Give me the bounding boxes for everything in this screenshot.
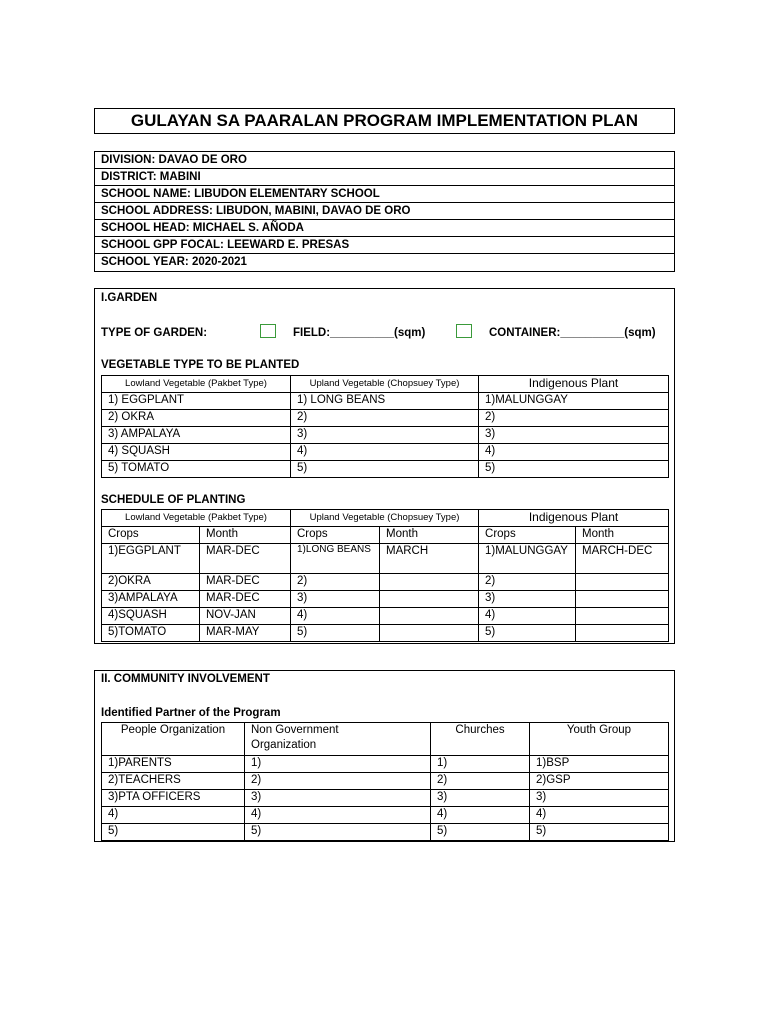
cell: MAR-DEC	[200, 574, 291, 591]
indigenous-header: Indigenous Plant	[479, 376, 669, 393]
cell: 1)EGGPLANT	[102, 544, 200, 574]
vegetable-type-table	[101, 375, 669, 478]
community-section	[94, 670, 675, 842]
cell: 1)	[431, 756, 530, 773]
cell: 5)	[479, 461, 669, 478]
cell: NOV-JAN	[200, 608, 291, 625]
table-header-row	[102, 723, 669, 756]
cell	[380, 608, 479, 625]
table-row	[102, 773, 669, 790]
garden-section	[94, 288, 675, 644]
table-row	[102, 574, 669, 591]
cell: 3)	[291, 427, 479, 444]
table-row	[102, 544, 669, 574]
field-label: FIELD:__________(sqm)	[293, 327, 426, 339]
field-checkbox[interactable]	[260, 324, 276, 338]
cell: 5)	[431, 824, 530, 841]
cell	[576, 591, 669, 608]
cell: 2)	[431, 773, 530, 790]
table-row	[102, 444, 669, 461]
table-row	[102, 461, 669, 478]
crops-header: Crops	[102, 527, 200, 544]
school-address-line: SCHOOL ADDRESS: LIBUDON, MABINI, DAVAO DE ORO	[95, 203, 674, 220]
table-row	[102, 756, 669, 773]
cell: 2)OKRA	[102, 574, 200, 591]
table-row	[102, 393, 669, 410]
table-row	[102, 608, 669, 625]
gpp-focal-line: SCHOOL GPP FOCAL: LEEWARD E. PRESAS	[95, 237, 674, 254]
schedule-table	[101, 509, 669, 642]
cell: 3) AMPALAYA	[102, 427, 291, 444]
cell: 2) OKRA	[102, 410, 291, 427]
cell: 5)	[291, 625, 380, 642]
vegetable-type-heading: VEGETABLE TYPE TO BE PLANTED	[101, 359, 300, 371]
cell: 5)	[479, 625, 576, 642]
crops-header: Crops	[291, 527, 380, 544]
lowland-header: Lowland Vegetable (Pakbet Type)	[102, 510, 291, 527]
table-row	[102, 625, 669, 642]
youth-group-header: Youth Group	[530, 723, 669, 756]
cell: 4) SQUASH	[102, 444, 291, 461]
cell: 3)	[479, 427, 669, 444]
cell: 5)TOMATO	[102, 625, 200, 642]
cell: MARCH	[380, 544, 479, 574]
cell	[380, 574, 479, 591]
school-year-line: SCHOOL YEAR: 2020-2021	[101, 256, 247, 268]
cell: MAR-MAY	[200, 625, 291, 642]
indigenous-header: Indigenous Plant	[479, 510, 669, 527]
cell: 3)PTA OFFICERS	[102, 790, 245, 807]
cell: 3)	[291, 591, 380, 608]
table-row	[102, 427, 669, 444]
division-line: DIVISION: DAVAO DE ORO	[95, 152, 674, 169]
month-header: Month	[576, 527, 669, 544]
cell: MAR-DEC	[200, 591, 291, 608]
cell: 4)	[431, 807, 530, 824]
cell: 1)MALUNGGAY	[479, 544, 576, 574]
cell: 3)AMPALAYA	[102, 591, 200, 608]
cell: 2)GSP	[530, 773, 669, 790]
table-row	[102, 824, 669, 841]
cell: 2)	[291, 574, 380, 591]
cell: 3)	[431, 790, 530, 807]
schedule-heading: SCHEDULE OF PLANTING	[101, 494, 246, 506]
cell: 4)	[479, 444, 669, 461]
cell: 4)	[291, 444, 479, 461]
ngo-header	[245, 723, 431, 756]
cell	[380, 591, 479, 608]
cell	[576, 574, 669, 591]
upland-header: Upland Vegetable (Chopsuey Type)	[291, 510, 479, 527]
cell: 4)	[102, 807, 245, 824]
crops-header: Crops	[479, 527, 576, 544]
upland-header: Upland Vegetable (Chopsuey Type)	[291, 376, 479, 393]
cell: 2)TEACHERS	[102, 773, 245, 790]
table-header-row	[102, 510, 669, 527]
table-header-row	[102, 376, 669, 393]
people-org-header: People Organization	[102, 723, 245, 756]
garden-type-label: TYPE OF GARDEN:	[101, 327, 208, 339]
month-header: Month	[200, 527, 291, 544]
cell: 4)SQUASH	[102, 608, 200, 625]
cell: 5)	[102, 824, 245, 841]
cell: 5) TOMATO	[102, 461, 291, 478]
cell	[576, 625, 669, 642]
district-line: DISTRICT: MABINI	[95, 169, 674, 186]
school-head-line: SCHOOL HEAD: MICHAEL S. AÑODA	[95, 220, 674, 237]
cell: 4)	[479, 608, 576, 625]
churches-header: Churches	[431, 723, 530, 756]
cell: 1) EGGPLANT	[102, 393, 291, 410]
cell: 4)	[291, 608, 380, 625]
community-heading: II. COMMUNITY INVOLVEMENT	[101, 673, 270, 685]
cell: 1)MALUNGGAY	[479, 393, 669, 410]
school-info-block	[94, 151, 675, 272]
cell: 1)	[245, 756, 431, 773]
cell: 4)	[530, 807, 669, 824]
ngo-header-text: Non Government Organization	[251, 724, 339, 751]
page-title: GULAYAN SA PAARALAN PROGRAM IMPLEMENTATION PLAN	[94, 108, 675, 134]
cell: 5)	[291, 461, 479, 478]
cell: 1)PARENTS	[102, 756, 245, 773]
cell: 2)	[291, 410, 479, 427]
table-subheader-row	[102, 527, 669, 544]
cell: 5)	[245, 824, 431, 841]
table-row	[102, 591, 669, 608]
month-header: Month	[380, 527, 479, 544]
cell: 1)LONG BEANS	[291, 544, 380, 574]
cell: MARCH-DEC	[576, 544, 669, 574]
cell: 3)	[479, 591, 576, 608]
cell: 1)BSP	[530, 756, 669, 773]
cell	[576, 608, 669, 625]
cell: 1) LONG BEANS	[291, 393, 479, 410]
table-row	[102, 410, 669, 427]
cell: 3)	[245, 790, 431, 807]
school-name-line: SCHOOL NAME: LIBUDON ELEMENTARY SCHOOL	[95, 186, 674, 203]
cell: 2)	[245, 773, 431, 790]
partner-heading: Identified Partner of the Program	[101, 707, 281, 719]
cell: 5)	[530, 824, 669, 841]
cell: 2)	[479, 574, 576, 591]
cell: MAR-DEC	[200, 544, 291, 574]
garden-heading: I.GARDEN	[101, 292, 158, 304]
lowland-header: Lowland Vegetable (Pakbet Type)	[102, 376, 291, 393]
cell: 4)	[245, 807, 431, 824]
cell	[380, 625, 479, 642]
container-checkbox[interactable]	[456, 324, 472, 338]
table-row	[102, 807, 669, 824]
cell: 2)	[479, 410, 669, 427]
cell: 3)	[530, 790, 669, 807]
table-row	[102, 790, 669, 807]
partner-table	[101, 722, 669, 841]
container-label: CONTAINER:__________(sqm)	[489, 327, 656, 339]
